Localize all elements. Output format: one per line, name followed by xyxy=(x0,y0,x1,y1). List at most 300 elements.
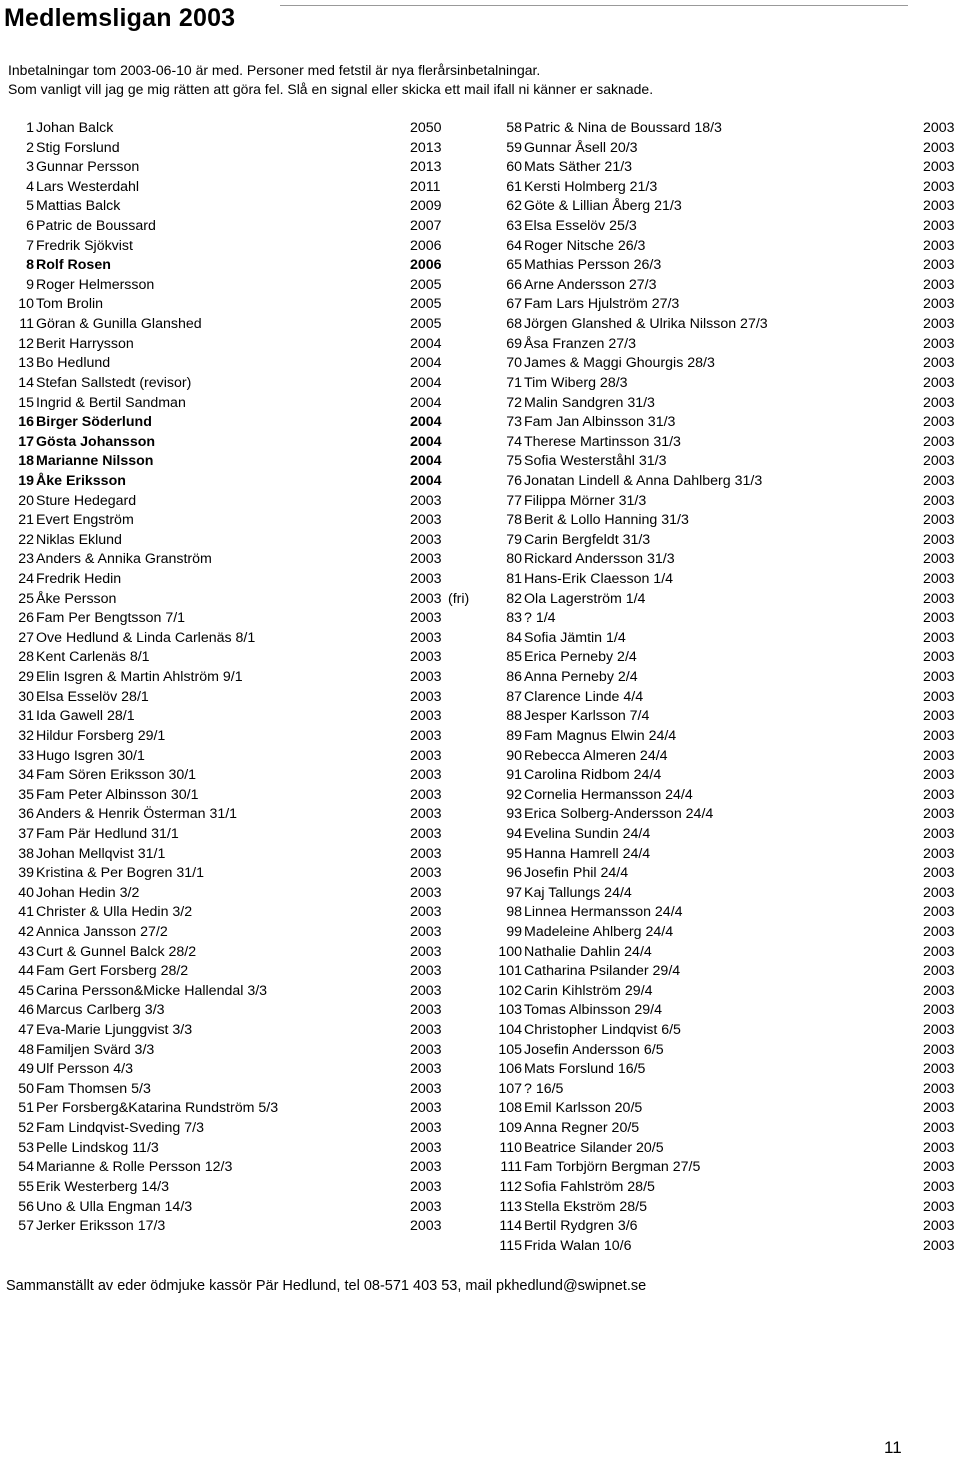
member-row xyxy=(0,472,470,492)
member-name: Åke Eriksson xyxy=(36,472,126,489)
member-row xyxy=(488,1041,958,1061)
member-number: 48 xyxy=(18,1041,34,1058)
member-number: 102 xyxy=(498,982,522,999)
member-row xyxy=(488,158,958,178)
member-name: Fam Peter Albinsson 30/1 xyxy=(36,786,199,803)
member-paid-year: 2003 xyxy=(923,1159,955,1176)
member-number: 63 xyxy=(506,218,522,235)
member-name: Rolf Rosen xyxy=(36,257,111,274)
member-number: 24 xyxy=(18,571,34,588)
member-paid-year: 2003 xyxy=(923,865,955,882)
member-row xyxy=(488,413,958,433)
member-paid-year: 2003 xyxy=(923,727,955,744)
member-name: Lars Westerdahl xyxy=(36,178,140,195)
member-paid-year: 2003 xyxy=(410,551,442,568)
member-name: Ida Gawell 28/1 xyxy=(36,708,135,725)
member-row xyxy=(0,139,470,159)
member-paid-year: 2003 xyxy=(410,767,442,784)
member-paid-year: 2005 xyxy=(410,296,442,313)
member-name: Cornelia Hermansson 24/4 xyxy=(524,786,693,803)
member-paid-year: 2003 xyxy=(410,1002,442,1019)
member-paid-year: 2003 xyxy=(923,1198,955,1215)
member-paid-year: 2003 xyxy=(923,316,955,333)
member-row xyxy=(488,276,958,296)
member-name: Mattias Balck xyxy=(36,198,121,215)
member-paid-year: 2003 xyxy=(923,237,955,254)
member-row xyxy=(0,570,470,590)
member-number: 39 xyxy=(18,865,34,882)
member-number: 9 xyxy=(26,276,34,293)
member-name: Fam Lindqvist-Sveding 7/3 xyxy=(36,1120,204,1137)
member-name: Kristina & Per Bogren 31/1 xyxy=(36,865,204,882)
member-number: 97 xyxy=(506,884,522,901)
member-row xyxy=(0,707,470,727)
top-rule xyxy=(280,5,908,6)
member-paid-year: 2003 xyxy=(410,1218,442,1235)
member-number: 40 xyxy=(18,884,34,901)
member-name: Mats Säther 21/3 xyxy=(524,159,633,176)
member-paid-year: 2003 xyxy=(923,335,955,352)
member-row xyxy=(0,609,470,629)
member-name: Hans-Erik Claesson 1/4 xyxy=(524,571,674,588)
member-row xyxy=(0,217,470,237)
member-paid-year: 2003 xyxy=(923,531,955,548)
member-paid-year: 2003 xyxy=(923,512,955,529)
member-paid-year: 2003 xyxy=(923,414,955,431)
member-paid-year: 2003 xyxy=(923,923,955,940)
member-name: Catharina Psilander 29/4 xyxy=(524,963,681,980)
member-name: ? 16/5 xyxy=(524,1080,564,1097)
member-paid-year: 2003 xyxy=(923,629,955,646)
member-row xyxy=(488,237,958,257)
member-paid-year: 2003 xyxy=(923,963,955,980)
member-paid-year: 2003 xyxy=(410,865,442,882)
member-number: 86 xyxy=(506,669,522,686)
member-name: Pelle Lindskog 11/3 xyxy=(36,1139,159,1156)
member-number: 59 xyxy=(506,139,522,156)
member-paid-year: 2003 xyxy=(923,571,955,588)
member-paid-year: 2003 xyxy=(923,139,955,156)
member-number: 98 xyxy=(506,904,522,921)
member-paid-year: 2003 xyxy=(410,531,442,548)
member-name: Fam Torbjörn Bergman 27/5 xyxy=(524,1159,701,1176)
member-row xyxy=(488,197,958,217)
member-number: 90 xyxy=(506,747,522,764)
member-row xyxy=(488,492,958,512)
member-row xyxy=(488,1119,958,1139)
member-name: Ola Lagerström 1/4 xyxy=(524,590,646,607)
member-number: 85 xyxy=(506,649,522,666)
member-number: 31 xyxy=(18,708,34,725)
member-row xyxy=(488,1080,958,1100)
member-name: Fam Jan Albinsson 31/3 xyxy=(524,414,676,431)
member-paid-year: 2006 xyxy=(410,237,442,254)
member-paid-year: 2003 xyxy=(923,178,955,195)
member-row xyxy=(488,452,958,472)
member-name: Uno & Ulla Engman 14/3 xyxy=(36,1198,193,1215)
member-number: 114 xyxy=(499,1218,522,1235)
member-number: 32 xyxy=(18,727,34,744)
member-number: 22 xyxy=(18,531,34,548)
member-name: Bo Hedlund xyxy=(36,355,111,372)
member-name: Arne Andersson 27/3 xyxy=(524,276,657,293)
member-number: 115 xyxy=(499,1237,522,1254)
member-number: 53 xyxy=(18,1139,34,1156)
member-number: 66 xyxy=(506,276,522,293)
member-row xyxy=(0,727,470,747)
member-paid-year: 2009 xyxy=(410,198,442,215)
member-name: Sofia Fahlström 28/5 xyxy=(524,1178,655,1195)
member-paid-year: 2003 xyxy=(410,629,442,646)
member-name: Åke Persson xyxy=(36,590,117,607)
member-row xyxy=(0,923,470,943)
member-paid-year: 2003 xyxy=(923,943,955,960)
member-name: Carin Kihlström 29/4 xyxy=(524,982,653,999)
member-name: James & Maggi Ghourgis 28/3 xyxy=(524,355,715,372)
member-number: 42 xyxy=(18,923,34,940)
member-paid-year: 2003 xyxy=(923,708,955,725)
member-row xyxy=(488,1021,958,1041)
member-paid-year: 2003 xyxy=(410,982,442,999)
member-number: 38 xyxy=(18,845,34,862)
member-name: Göran & Gunilla Glanshed xyxy=(36,316,202,333)
member-name: Elsa Esselöv 25/3 xyxy=(524,218,637,235)
member-paid-year: 2003 xyxy=(410,669,442,686)
member-number: 87 xyxy=(506,688,522,705)
member-row xyxy=(488,1237,958,1257)
member-name: Hanna Hamrell 24/4 xyxy=(524,845,651,862)
member-number: 107 xyxy=(498,1080,522,1097)
member-number: 3 xyxy=(26,159,34,176)
member-name: Berit Harrysson xyxy=(36,335,134,352)
member-paid-year: 2003 xyxy=(410,727,442,744)
member-name: Beatrice Silander 20/5 xyxy=(524,1139,664,1156)
member-number: 58 xyxy=(506,120,522,136)
member-name: Carin Bergfeldt 31/3 xyxy=(524,531,651,548)
member-row xyxy=(488,747,958,767)
page-number: 11 xyxy=(884,1438,902,1457)
member-row xyxy=(0,295,470,315)
member-number: 93 xyxy=(506,806,522,823)
member-name: Rickard Andersson 31/3 xyxy=(524,551,675,568)
member-paid-year: 2003 xyxy=(923,1139,955,1156)
member-paid-year: 2003 xyxy=(410,786,442,803)
member-paid-year: 2003 xyxy=(410,1080,442,1097)
member-number: 10 xyxy=(18,296,34,313)
member-name: Kent Carlenäs 8/1 xyxy=(36,649,150,666)
member-row xyxy=(0,256,470,276)
member-number: 80 xyxy=(506,551,522,568)
member-row xyxy=(488,962,958,982)
member-name: Kersti Holmberg 21/3 xyxy=(524,178,658,195)
member-paid-year: 2003 xyxy=(923,159,955,176)
member-name: Erik Westerberg 14/3 xyxy=(36,1178,170,1195)
member-name: Christopher Lindqvist 6/5 xyxy=(524,1022,681,1039)
member-number: 68 xyxy=(506,316,522,333)
member-number: 81 xyxy=(506,571,522,588)
member-row xyxy=(488,727,958,747)
member-paid-year: 2003 xyxy=(410,1100,442,1117)
member-row xyxy=(488,178,958,198)
member-name: Ulf Persson 4/3 xyxy=(36,1061,133,1078)
member-row xyxy=(488,1139,958,1159)
member-row xyxy=(0,354,470,374)
member-paid-year: 2003 xyxy=(923,884,955,901)
member-name: Patric de Boussard xyxy=(36,218,156,235)
member-name: Åsa Franzen 27/3 xyxy=(524,335,636,352)
member-name: Jerker Eriksson 17/3 xyxy=(36,1218,166,1235)
member-list-right xyxy=(488,119,958,1256)
member-row xyxy=(488,629,958,649)
member-paid-year: 2004 xyxy=(410,335,442,352)
member-paid-year: 2003 xyxy=(923,1080,955,1097)
member-name: Marianne & Rolle Persson 12/3 xyxy=(36,1159,233,1176)
member-row xyxy=(0,1158,470,1178)
member-row xyxy=(0,688,470,708)
member-number: 65 xyxy=(506,257,522,274)
member-row xyxy=(0,1041,470,1061)
member-number: 101 xyxy=(498,963,522,980)
member-number: 92 xyxy=(506,786,522,803)
intro-line-1: Inbetalningar tom 2003-06-10 är med. Personer med fetstil är nya flerårsinbetalningar. xyxy=(8,62,541,78)
member-row xyxy=(488,609,958,629)
member-name: Hugo Isgren 30/1 xyxy=(36,747,145,764)
member-row xyxy=(0,943,470,963)
member-name: Clarence Linde 4/4 xyxy=(524,688,644,705)
member-name: Filippa Mörner 31/3 xyxy=(524,492,647,509)
member-row xyxy=(0,1217,470,1237)
member-name: Fredrik Sjökvist xyxy=(36,237,133,254)
member-number: 103 xyxy=(498,1002,522,1019)
member-row xyxy=(0,178,470,198)
member-name: Fam Pär Hedlund 31/1 xyxy=(36,825,179,842)
member-paid-year: 2003 xyxy=(923,472,955,489)
member-row xyxy=(0,1001,470,1021)
member-row xyxy=(0,845,470,865)
member-number: 74 xyxy=(506,433,522,450)
member-name: Jonatan Lindell & Anna Dahlberg 31/3 xyxy=(524,472,763,489)
member-number: 75 xyxy=(506,453,522,470)
member-paid-year: 2003 xyxy=(410,806,442,823)
member-note: (fri) xyxy=(448,590,470,607)
member-name: Erica Perneby 2/4 xyxy=(524,649,637,666)
member-name: Sofia Westerståhl 31/3 xyxy=(524,453,667,470)
member-name: Stefan Sallstedt (revisor) xyxy=(36,374,192,391)
member-row xyxy=(488,335,958,355)
member-number: 11 xyxy=(19,316,34,333)
member-number: 104 xyxy=(498,1022,522,1039)
member-paid-year: 2003 xyxy=(410,688,442,705)
member-row xyxy=(488,550,958,570)
member-name: Stella Ekström 28/5 xyxy=(524,1198,648,1215)
member-name: Carolina Ridbom 24/4 xyxy=(524,767,662,784)
member-paid-year: 2003 xyxy=(923,1100,955,1117)
member-paid-year: 2003 xyxy=(410,571,442,588)
member-paid-year: 2003 xyxy=(923,904,955,921)
member-number: 26 xyxy=(18,610,34,627)
member-number: 52 xyxy=(18,1120,34,1137)
member-number: 1 xyxy=(26,120,34,136)
member-number: 50 xyxy=(18,1080,34,1097)
member-paid-year: 2003 xyxy=(410,1159,442,1176)
member-name: Curt & Gunnel Balck 28/2 xyxy=(36,943,197,960)
member-name: Sofia Jämtin 1/4 xyxy=(524,629,626,646)
member-paid-year: 2005 xyxy=(410,316,442,333)
member-row xyxy=(0,648,470,668)
member-name: Fam Lars Hjulström 27/3 xyxy=(524,296,680,313)
member-row xyxy=(0,550,470,570)
member-row xyxy=(0,903,470,923)
member-number: 61 xyxy=(506,178,522,195)
member-number: 64 xyxy=(506,237,522,254)
member-paid-year: 2003 xyxy=(410,708,442,725)
member-number: 23 xyxy=(18,551,34,568)
member-paid-year: 2003 xyxy=(923,1218,955,1235)
member-paid-year: 2003 xyxy=(923,786,955,803)
member-number: 30 xyxy=(18,688,34,705)
member-number: 51 xyxy=(18,1100,34,1117)
member-row xyxy=(0,1198,470,1218)
member-row xyxy=(488,1178,958,1198)
member-paid-year: 2011 xyxy=(410,178,441,195)
member-paid-year: 2003 xyxy=(410,649,442,666)
member-number: 100 xyxy=(498,943,522,960)
member-row xyxy=(488,570,958,590)
member-number: 82 xyxy=(506,590,522,607)
member-name: Anna Regner 20/5 xyxy=(524,1120,640,1137)
member-row xyxy=(0,158,470,178)
member-row xyxy=(0,590,470,610)
member-paid-year: 2004 xyxy=(410,414,442,431)
member-name: Josefin Andersson 6/5 xyxy=(524,1041,664,1058)
member-paid-year: 2003 xyxy=(410,512,442,529)
member-paid-year: 2007 xyxy=(410,218,442,235)
member-name: Annica Jansson 27/2 xyxy=(36,923,168,940)
member-number: 18 xyxy=(18,453,34,470)
member-row xyxy=(0,1060,470,1080)
member-row xyxy=(488,864,958,884)
member-paid-year: 2006 xyxy=(410,257,442,274)
member-number: 91 xyxy=(506,767,522,784)
member-paid-year: 2004 xyxy=(410,355,442,372)
member-paid-year: 2003 xyxy=(410,1178,442,1195)
member-name: Eva-Marie Ljunggvist 3/3 xyxy=(36,1022,193,1039)
member-name: Mats Forslund 16/5 xyxy=(524,1061,646,1078)
member-name: Fam Gert Forsberg 28/2 xyxy=(36,963,189,980)
member-number: 67 xyxy=(506,296,522,313)
member-row xyxy=(0,884,470,904)
member-row xyxy=(488,394,958,414)
member-row xyxy=(488,217,958,237)
member-paid-year: 2003 xyxy=(923,551,955,568)
member-name: Josefin Phil 24/4 xyxy=(524,865,629,882)
member-number: 21 xyxy=(18,512,34,529)
member-row xyxy=(0,394,470,414)
intro-line-2: Som vanligt vill jag ge mig rätten att göra fel. Slå en signal eller skicka ett mail ifall ni känner er saknade. xyxy=(8,81,654,97)
member-paid-year: 2013 xyxy=(410,159,442,176)
member-name: Marianne Nilsson xyxy=(36,453,154,470)
member-paid-year: 2003 xyxy=(923,688,955,705)
member-number: 34 xyxy=(18,767,34,784)
member-name: Gunnar Persson xyxy=(36,159,140,176)
member-paid-year: 2003 xyxy=(410,943,442,960)
member-row xyxy=(488,315,958,335)
member-number: 55 xyxy=(18,1178,34,1195)
member-name: Fam Thomsen 5/3 xyxy=(36,1080,151,1097)
member-number: 83 xyxy=(506,610,522,627)
member-name: Hildur Forsberg 29/1 xyxy=(36,727,166,744)
member-number: 36 xyxy=(18,806,34,823)
member-number: 35 xyxy=(18,786,34,803)
member-paid-year: 2003 xyxy=(923,120,955,136)
member-paid-year: 2003 xyxy=(410,1061,442,1078)
member-number: 27 xyxy=(18,629,34,646)
member-number: 45 xyxy=(18,982,34,999)
member-row xyxy=(0,629,470,649)
member-paid-year: 2050 xyxy=(410,120,442,136)
member-name: Marcus Carlberg 3/3 xyxy=(36,1002,165,1019)
member-number: 43 xyxy=(18,943,34,960)
member-paid-year: 2003 xyxy=(923,198,955,215)
member-row xyxy=(488,374,958,394)
member-number: 44 xyxy=(18,963,34,980)
member-paid-year: 2003 xyxy=(410,747,442,764)
member-paid-year: 2003 xyxy=(410,492,442,509)
member-name: Bertil Rydgren 3/6 xyxy=(524,1218,638,1235)
member-name: Elin Isgren & Martin Ahlström 9/1 xyxy=(36,669,243,686)
member-number: 70 xyxy=(506,355,522,372)
member-number: 56 xyxy=(18,1198,34,1215)
member-number: 108 xyxy=(498,1100,522,1117)
member-name: Nathalie Dahlin 24/4 xyxy=(524,943,652,960)
member-row xyxy=(0,805,470,825)
member-paid-year: 2003 xyxy=(410,904,442,921)
member-number: 76 xyxy=(506,472,522,489)
member-paid-year: 2004 xyxy=(410,394,442,411)
member-paid-year: 2003 xyxy=(923,296,955,313)
member-paid-year: 2003 xyxy=(923,1041,955,1058)
member-row xyxy=(488,119,958,139)
member-name: Frida Walan 10/6 xyxy=(524,1237,632,1254)
member-number: 89 xyxy=(506,727,522,744)
member-name: Per Forsberg&Katarina Rundström 5/3 xyxy=(36,1100,279,1117)
member-number: 106 xyxy=(498,1061,522,1078)
member-paid-year: 2003 xyxy=(410,1139,442,1156)
member-name: Fam Per Bengtsson 7/1 xyxy=(36,610,186,627)
member-name: Tom Brolin xyxy=(36,296,104,313)
page-title: Medlemsligan 2003 xyxy=(4,4,236,32)
member-row xyxy=(0,747,470,767)
member-row xyxy=(488,825,958,845)
member-paid-year: 2003 xyxy=(923,374,955,391)
member-paid-year: 2003 xyxy=(410,1041,442,1058)
member-paid-year: 2003 xyxy=(410,923,442,940)
member-number: 19 xyxy=(18,472,34,489)
member-name: Evelina Sundin 24/4 xyxy=(524,825,651,842)
member-name: Fam Sören Eriksson 30/1 xyxy=(36,767,197,784)
member-name: Kaj Tallungs 24/4 xyxy=(524,884,632,901)
member-row xyxy=(488,139,958,159)
member-number: 49 xyxy=(18,1061,34,1078)
member-row xyxy=(0,511,470,531)
member-row xyxy=(0,276,470,296)
member-name: Anders & Henrik Österman 31/1 xyxy=(36,806,238,823)
member-row xyxy=(488,1217,958,1237)
member-number: 72 xyxy=(506,394,522,411)
member-name: Fam Magnus Elwin 24/4 xyxy=(524,727,677,744)
member-row xyxy=(488,707,958,727)
member-row xyxy=(488,903,958,923)
